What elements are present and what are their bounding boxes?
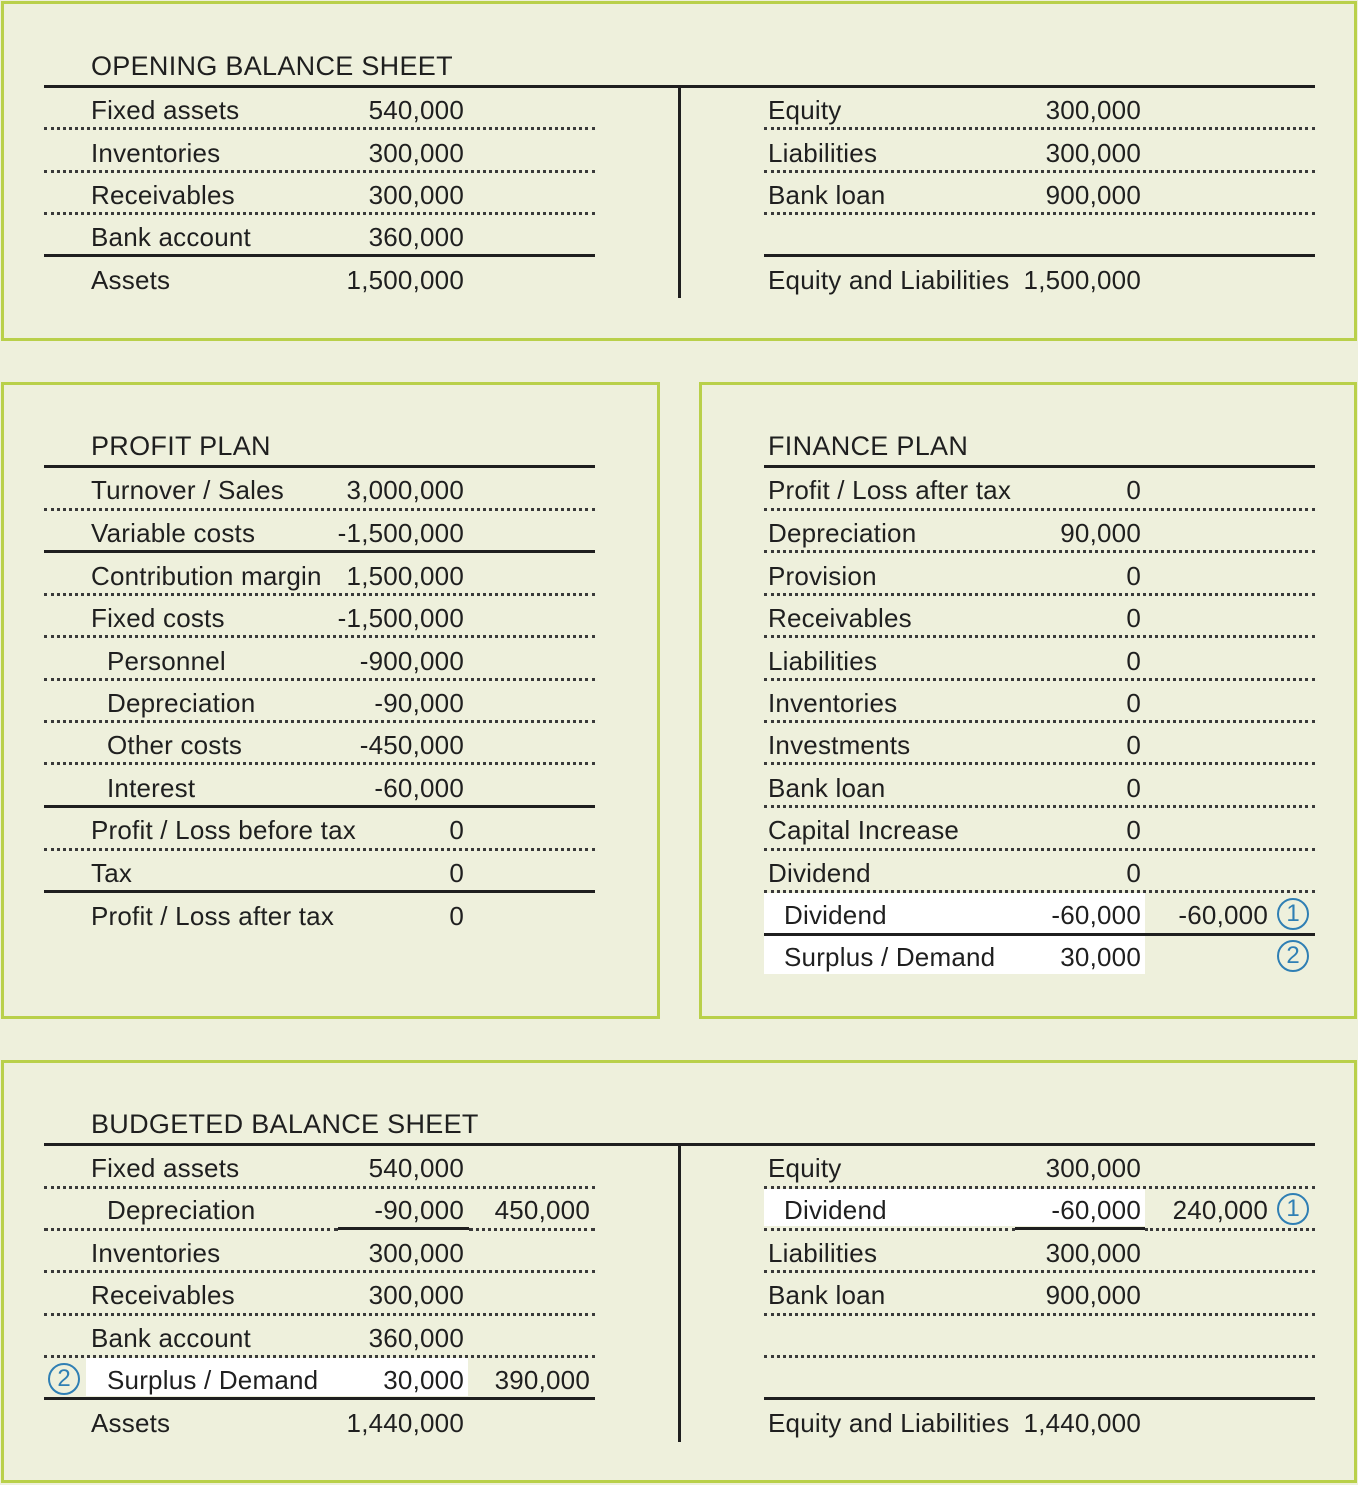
profit-row-label: Depreciation	[107, 688, 256, 718]
finance-row-label: Provision	[768, 561, 877, 591]
budget-asset-label: Receivables	[91, 1280, 235, 1310]
dotted-rule	[44, 678, 595, 681]
profit-row-value: 0	[449, 901, 464, 931]
budget-liability-value: 300,000	[1045, 1153, 1141, 1183]
profit-row-label: Tax	[91, 858, 133, 888]
budget-assets-total-label: Assets	[91, 1408, 171, 1438]
marker-2-icon: 2	[48, 1363, 80, 1395]
finance-row-label: Inventories	[768, 688, 898, 718]
budget-asset-value: 360,000	[368, 1323, 464, 1353]
budget-asset-label: Inventories	[91, 1238, 221, 1268]
dotted-rule	[764, 1313, 1315, 1316]
marker-1-icon: 1	[1277, 898, 1309, 930]
budget-asset-extra: 450,000	[494, 1195, 590, 1225]
column-divider	[678, 88, 681, 298]
rule	[764, 254, 1315, 257]
dotted-rule	[764, 550, 1315, 553]
profit-row-label: Personnel	[107, 646, 226, 676]
budget-asset-label: Surplus / Demand	[107, 1365, 319, 1395]
profit-row-label: Profit / Loss after tax	[91, 901, 335, 931]
dotted-rule	[764, 805, 1315, 808]
budget-title: BUDGETED BALANCE SHEET	[91, 1109, 479, 1139]
budget-asset-value: 300,000	[368, 1238, 464, 1268]
dotted-rule	[764, 848, 1315, 851]
profit-row-label: Other costs	[107, 730, 243, 760]
marker-1-icon: 1	[1277, 1193, 1309, 1225]
opening-asset-value: 300,000	[368, 180, 464, 210]
dotted-rule	[469, 1228, 595, 1231]
dotted-rule	[44, 1186, 595, 1189]
dotted-rule	[764, 762, 1315, 765]
dotted-rule	[44, 127, 595, 130]
profit-row-value: -900,000	[359, 646, 464, 676]
budget-liability-value: 900,000	[1045, 1280, 1141, 1310]
dotted-rule	[44, 720, 595, 723]
opening-liability-label: Bank loan	[768, 180, 886, 210]
opening-assets-total-label: Assets	[91, 265, 171, 295]
profit-row-value: -60,000	[374, 773, 464, 803]
opening-asset-value: 360,000	[368, 222, 464, 252]
finance-dividend-label: Dividend	[784, 900, 887, 930]
profit-row-label: Fixed costs	[91, 603, 225, 633]
profit-row-value: -1,500,000	[337, 518, 464, 548]
dotted-rule	[44, 1228, 338, 1231]
profit-row-value: 0	[449, 815, 464, 845]
budget-asset-value: 300,000	[368, 1280, 464, 1310]
finance-row-label: Bank loan	[768, 773, 886, 803]
budget-liability-value: 300,000	[1045, 1238, 1141, 1268]
finance-surplus-value: 30,000	[1060, 942, 1141, 972]
finance-row-value: 90,000	[1060, 518, 1141, 548]
opening-liability-label: Liabilities	[768, 138, 878, 168]
rule	[44, 890, 595, 893]
profit-row-value: 1,500,000	[346, 561, 464, 591]
dotted-rule	[764, 635, 1315, 638]
budget-assets-total-value: 1,440,000	[346, 1408, 464, 1438]
budget-asset-extra: 390,000	[494, 1365, 590, 1395]
budget-asset-label: Depreciation	[107, 1195, 256, 1225]
opening-asset-value: 540,000	[368, 95, 464, 125]
finance-title: FINANCE PLAN	[768, 431, 969, 461]
profit-title: PROFIT PLAN	[91, 431, 271, 461]
finance-surplus-label: Surplus / Demand	[784, 942, 996, 972]
dotted-rule	[764, 1355, 1315, 1358]
rule	[44, 465, 595, 468]
rule	[764, 465, 1315, 468]
dotted-rule	[44, 762, 595, 765]
dotted-rule	[44, 170, 595, 173]
budget-liability-label: Liabilities	[768, 1238, 878, 1268]
finance-row-value: 0	[1126, 858, 1141, 888]
opening-liability-value: 300,000	[1045, 138, 1141, 168]
dotted-rule	[764, 720, 1315, 723]
budget-liability-label: Bank loan	[768, 1280, 886, 1310]
rule	[338, 1227, 469, 1230]
dotted-rule	[764, 212, 1315, 215]
budget-asset-value: 30,000	[383, 1365, 464, 1395]
finance-row-value: 0	[1126, 646, 1141, 676]
rule	[44, 550, 595, 553]
budget-liabilities-total-label: Equity and Liabilities	[768, 1408, 1010, 1438]
rule	[44, 254, 595, 257]
rule	[44, 1397, 595, 1400]
column-divider	[678, 1146, 681, 1442]
dotted-rule	[44, 212, 595, 215]
dotted-rule	[1145, 1228, 1315, 1231]
finance-row-value: 0	[1126, 773, 1141, 803]
budget-asset-value: -90,000	[374, 1195, 464, 1225]
opening-asset-label: Receivables	[91, 180, 235, 210]
finance-row-value: 0	[1126, 603, 1141, 633]
dotted-rule	[44, 593, 595, 596]
opening-asset-label: Fixed assets	[91, 95, 240, 125]
finance-row-label: Capital Increase	[768, 815, 960, 845]
opening-asset-label: Bank account	[91, 222, 251, 252]
dotted-rule	[44, 635, 595, 638]
finance-row-value: 0	[1126, 688, 1141, 718]
budget-liability-extra: 240,000	[1172, 1195, 1268, 1225]
rule	[44, 805, 595, 808]
opening-asset-value: 300,000	[368, 138, 464, 168]
finance-row-value: 0	[1126, 730, 1141, 760]
finance-row-label: Investments	[768, 730, 911, 760]
marker-2-icon: 2	[1277, 940, 1309, 972]
budget-asset-value: 540,000	[368, 1153, 464, 1183]
opening-liabilities-total-value: 1,500,000	[1023, 265, 1141, 295]
profit-row-value: -90,000	[374, 688, 464, 718]
profit-row-value: 0	[449, 858, 464, 888]
finance-row-value: 0	[1126, 815, 1141, 845]
profit-row-label: Turnover / Sales	[91, 475, 284, 505]
dotted-rule	[44, 848, 595, 851]
rule	[764, 1397, 1315, 1400]
dotted-rule	[764, 593, 1315, 596]
profit-row-label: Interest	[107, 773, 196, 803]
profit-row-value: -450,000	[359, 730, 464, 760]
profit-row-value: 3,000,000	[346, 475, 464, 505]
finance-row-value: 0	[1126, 475, 1141, 505]
dotted-rule	[764, 678, 1315, 681]
opening-assets-total-value: 1,500,000	[346, 265, 464, 295]
rule	[1015, 1227, 1145, 1230]
finance-row-label: Depreciation	[768, 518, 917, 548]
budget-liability-label: Equity	[768, 1153, 842, 1183]
finance-row-label: Dividend	[768, 858, 871, 888]
dotted-rule	[764, 1270, 1315, 1273]
dotted-rule	[764, 508, 1315, 511]
dotted-rule	[764, 170, 1315, 173]
opening-asset-label: Inventories	[91, 138, 221, 168]
finance-row-label: Receivables	[768, 603, 912, 633]
finance-dividend-extra: -60,000	[1178, 900, 1268, 930]
dotted-rule	[44, 508, 595, 511]
finance-dividend-value: -60,000	[1051, 900, 1141, 930]
profit-row-label: Profit / Loss before tax	[91, 815, 356, 845]
opening-title: OPENING BALANCE SHEET	[91, 51, 453, 81]
dotted-rule	[764, 127, 1315, 130]
opening-liabilities-total-label: Equity and Liabilities	[768, 265, 1010, 295]
budget-asset-label: Fixed assets	[91, 1153, 240, 1183]
finance-row-label: Liabilities	[768, 646, 878, 676]
profit-row-label: Variable costs	[91, 518, 256, 548]
opening-liability-value: 300,000	[1045, 95, 1141, 125]
finance-row-label: Profit / Loss after tax	[768, 475, 1012, 505]
dotted-rule	[44, 1270, 595, 1273]
budget-liabilities-total-value: 1,440,000	[1023, 1408, 1141, 1438]
budget-liability-label: Dividend	[784, 1195, 887, 1225]
opening-liability-label: Equity	[768, 95, 842, 125]
dotted-rule	[44, 1313, 595, 1316]
dotted-rule	[764, 1228, 1015, 1231]
profit-row-value: -1,500,000	[337, 603, 464, 633]
budget-liability-value: -60,000	[1051, 1195, 1141, 1225]
profit-row-label: Contribution margin	[91, 561, 322, 591]
budget-asset-label: Bank account	[91, 1323, 251, 1353]
opening-liability-value: 900,000	[1045, 180, 1141, 210]
finance-row-value: 0	[1126, 561, 1141, 591]
